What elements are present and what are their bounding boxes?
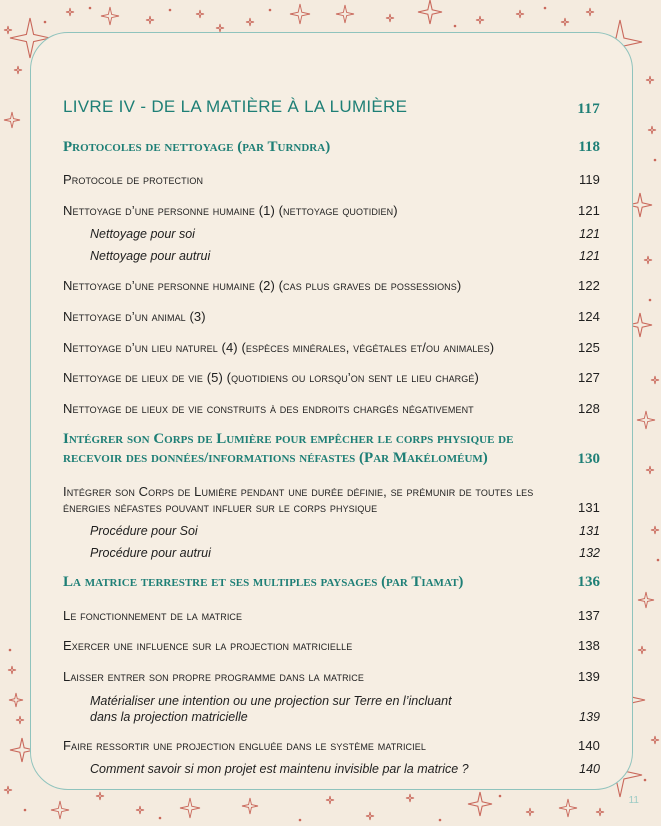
toc-entry: Nettoyage de lieux de vie (5) (quotidiens ou lorsqu’on sent le lieu chargé) 127 [63, 370, 600, 385]
toc-entry: Le fonctionnement de la matrice 137 [63, 608, 600, 623]
toc-section: Intégrer son Corps de Lumière pour empêcher le corps physique de recevoir des données/informations néfastes (Par Makéloméum) 130 [63, 431, 600, 467]
toc-entry: Protocole de protection 119 [63, 172, 600, 187]
toc-subentry: Nettoyage pour autrui 121 [90, 249, 600, 263]
page-number: 11 [628, 795, 639, 806]
toc-entry: Nettoyage d’une personne humaine (2) (cas plus graves de possessions) 122 [63, 278, 600, 293]
toc-section: Protocoles de nettoyage (par Turndra) 118 [63, 139, 600, 155]
toc-entry: Intégrer son Corps de Lumière pendant une durée définie, se prémunir de toutes les énergies néfastes pouvant influer sur le corps physique 131 [63, 484, 600, 515]
toc-entry: Laisser entrer son propre programme dans la matrice 139 [63, 669, 600, 684]
toc-subentry: Matérialiser une intention ou une projection sur Terre en l’incluant dans la projection matricielle 139 [90, 694, 600, 724]
toc-entry: Nettoyage d’un lieu naturel (4) (espèces minérales, végétales et/ou animales) 125 [63, 340, 600, 355]
toc-subentry: Comment savoir si mon projet est maintenu invisible par la matrice ? 140 [90, 762, 600, 776]
book-title: LIVRE IV - DE LA MATIÈRE À LA LUMIÈRE [63, 97, 408, 116]
toc-entry: Faire ressortir une projection engluée dans le système matriciel 140 [63, 738, 600, 753]
toc-subentry: Procédure pour Soi 131 [90, 524, 600, 538]
book-page: 117 [577, 101, 600, 117]
toc-section: La matrice terrestre et ses multiples paysages (par Tiamat) 136 [63, 574, 600, 590]
toc-subentry: Procédure pour autrui 132 [90, 546, 600, 560]
toc-entry: Exercer une influence sur la projection matricielle 138 [63, 638, 600, 653]
toc-entry: Nettoyage de lieux de vie construits à des endroits chargés négativement 128 [63, 401, 600, 416]
toc-subentry: Nettoyage pour soi 121 [90, 227, 600, 241]
toc-entry: Nettoyage d’une personne humaine (1) (nettoyage quotidien) 121 [63, 203, 600, 218]
toc-entry: Nettoyage d’un animal (3) 124 [63, 309, 600, 324]
book-heading [63, 97, 600, 117]
